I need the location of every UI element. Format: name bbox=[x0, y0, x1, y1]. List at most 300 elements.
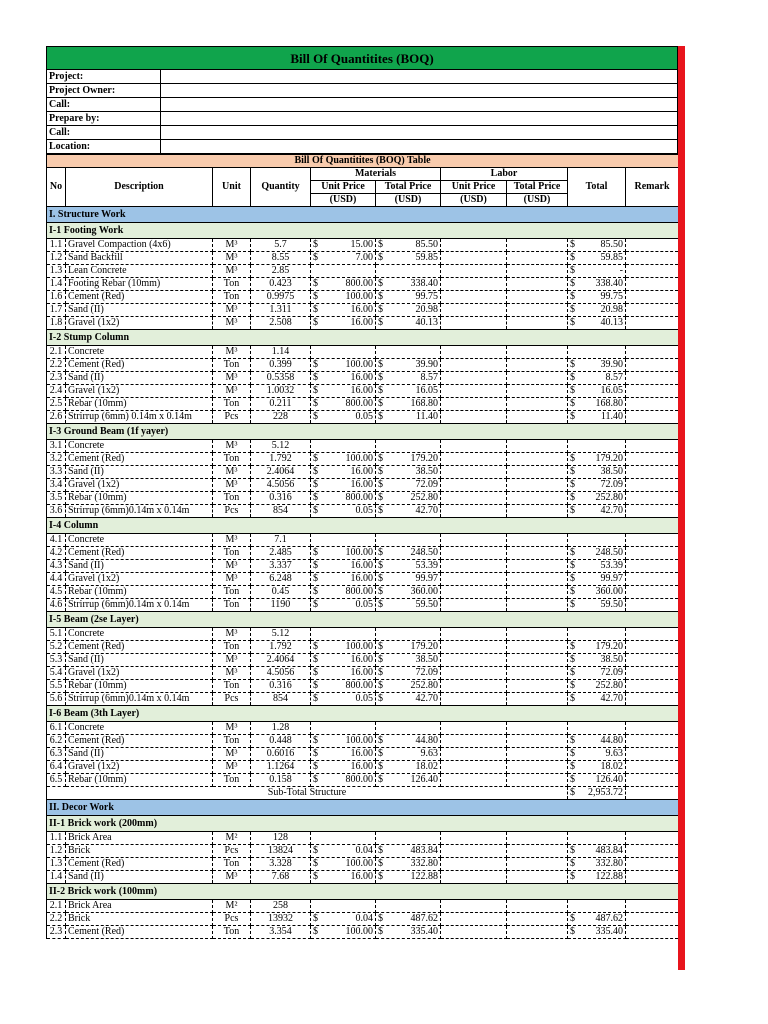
currency-symbol: $ bbox=[570, 278, 575, 289]
material-unit-price bbox=[311, 239, 376, 252]
item-quantity: 854 bbox=[251, 693, 311, 706]
material-unit-price bbox=[311, 411, 376, 424]
material-total-price bbox=[376, 900, 441, 913]
remark-cell bbox=[626, 654, 679, 667]
item-no: 6.3 bbox=[47, 748, 66, 761]
material-unit-price bbox=[311, 748, 376, 761]
item-no: 5.6 bbox=[47, 693, 66, 706]
material-unit-price bbox=[311, 586, 376, 599]
material-unit-price-value: 0.05 bbox=[355, 505, 373, 516]
header-usd: (USD) bbox=[441, 194, 507, 207]
material-unit-price bbox=[311, 654, 376, 667]
item-total bbox=[568, 534, 626, 547]
labor-total-price bbox=[507, 359, 568, 372]
material-unit-price bbox=[311, 774, 376, 787]
currency-symbol: $ bbox=[570, 372, 575, 383]
item-no: 6.1 bbox=[47, 722, 66, 735]
labor-total-price bbox=[507, 628, 568, 641]
material-unit-price-value: 16.00 bbox=[350, 385, 373, 396]
material-total-price-value: 179.20 bbox=[410, 641, 438, 652]
currency-symbol: $ bbox=[570, 693, 575, 704]
item-unit: Ton bbox=[213, 680, 251, 693]
item-description: Cement (Red) bbox=[66, 291, 213, 304]
subtotal-label: Sub-Total Structure bbox=[47, 787, 568, 800]
item-unit: Ton bbox=[213, 547, 251, 560]
item-total-value: - bbox=[619, 265, 623, 276]
item-unit: Ton bbox=[213, 453, 251, 466]
remark-cell bbox=[626, 761, 679, 774]
item-total bbox=[568, 845, 626, 858]
remark-cell bbox=[626, 845, 679, 858]
labor-unit-price bbox=[441, 372, 507, 385]
item-row bbox=[47, 317, 679, 330]
item-row bbox=[47, 722, 679, 735]
currency-symbol: $ bbox=[378, 573, 383, 584]
header-mat-unit-price: Unit Price bbox=[311, 181, 376, 194]
item-description: Concrete bbox=[66, 722, 213, 735]
item-total-value: 40.13 bbox=[600, 317, 623, 328]
item-no: 4.4 bbox=[47, 573, 66, 586]
currency-symbol: $ bbox=[378, 466, 383, 477]
material-unit-price-value: 100.00 bbox=[345, 641, 373, 652]
currency-symbol: $ bbox=[570, 913, 575, 924]
item-no: 2.1 bbox=[47, 900, 66, 913]
material-total-price bbox=[376, 265, 441, 278]
labor-unit-price bbox=[441, 304, 507, 317]
labor-total-price bbox=[507, 534, 568, 547]
page-edge-bar bbox=[678, 46, 685, 970]
material-unit-price-value: 16.00 bbox=[350, 667, 373, 678]
remark-cell bbox=[626, 505, 679, 518]
material-total-price-value: 338.40 bbox=[410, 278, 438, 289]
labor-total-price bbox=[507, 304, 568, 317]
item-total bbox=[568, 453, 626, 466]
item-description: Cement (Red) bbox=[66, 641, 213, 654]
item-total bbox=[568, 398, 626, 411]
item-row bbox=[47, 252, 679, 265]
remark-cell bbox=[626, 913, 679, 926]
item-unit: Ton bbox=[213, 359, 251, 372]
item-total-value: 360.00 bbox=[595, 586, 623, 597]
labor-unit-price bbox=[441, 858, 507, 871]
remark-cell bbox=[626, 599, 679, 612]
item-description: Cement (Red) bbox=[66, 453, 213, 466]
labor-unit-price bbox=[441, 599, 507, 612]
material-unit-price bbox=[311, 479, 376, 492]
info-label: Project Owner: bbox=[47, 84, 161, 98]
item-row bbox=[47, 265, 679, 278]
currency-symbol: $ bbox=[378, 845, 383, 856]
material-unit-price-value: 800.00 bbox=[345, 398, 373, 409]
item-total-value: 126.40 bbox=[595, 774, 623, 785]
currency-symbol: $ bbox=[313, 411, 318, 422]
currency-symbol: $ bbox=[378, 304, 383, 315]
item-description: Brick Area bbox=[66, 832, 213, 845]
currency-symbol: $ bbox=[378, 492, 383, 503]
material-total-price bbox=[376, 926, 441, 939]
labor-total-price bbox=[507, 845, 568, 858]
currency-symbol: $ bbox=[313, 252, 318, 263]
header-remark: Remark bbox=[626, 168, 679, 207]
currency-symbol: $ bbox=[313, 291, 318, 302]
subsection-row bbox=[47, 706, 679, 722]
material-unit-price-value: 100.00 bbox=[345, 735, 373, 746]
item-quantity: 0.316 bbox=[251, 492, 311, 505]
info-value bbox=[161, 98, 678, 112]
material-unit-price-value: 800.00 bbox=[345, 774, 373, 785]
labor-unit-price bbox=[441, 411, 507, 424]
material-total-price bbox=[376, 359, 441, 372]
item-unit: Pcs bbox=[213, 693, 251, 706]
material-total-price bbox=[376, 599, 441, 612]
labor-total-price bbox=[507, 573, 568, 586]
material-total-price bbox=[376, 440, 441, 453]
material-total-price bbox=[376, 534, 441, 547]
labor-unit-price bbox=[441, 453, 507, 466]
labor-total-price bbox=[507, 492, 568, 505]
currency-symbol: $ bbox=[570, 787, 575, 798]
header-materials: Materials bbox=[311, 168, 441, 181]
item-description: Gravel (1x2) bbox=[66, 573, 213, 586]
info-value bbox=[161, 112, 678, 126]
remark-cell bbox=[626, 586, 679, 599]
material-total-price bbox=[376, 761, 441, 774]
currency-symbol: $ bbox=[378, 748, 383, 759]
currency-symbol: $ bbox=[313, 654, 318, 665]
item-description: Sand (II) bbox=[66, 748, 213, 761]
item-no: 1.2 bbox=[47, 845, 66, 858]
material-total-price-value: 99.97 bbox=[415, 573, 438, 584]
material-total-price-value: 16.05 bbox=[415, 385, 438, 396]
table-title: Bill Of Quantitites (BOQ) Table bbox=[47, 155, 679, 168]
currency-symbol: $ bbox=[313, 761, 318, 772]
material-unit-price bbox=[311, 871, 376, 884]
labor-unit-price bbox=[441, 748, 507, 761]
material-total-price-value: 252.80 bbox=[410, 492, 438, 503]
labor-total-price bbox=[507, 346, 568, 359]
material-unit-price-value: 16.00 bbox=[350, 654, 373, 665]
header-lab-total-price: Total Price bbox=[507, 181, 568, 194]
item-quantity: 2.85 bbox=[251, 265, 311, 278]
material-total-price-value: 99.75 bbox=[415, 291, 438, 302]
item-no: 2.2 bbox=[47, 359, 66, 372]
labor-total-price bbox=[507, 858, 568, 871]
currency-symbol: $ bbox=[378, 372, 383, 383]
labor-unit-price bbox=[441, 926, 507, 939]
item-unit: M³ bbox=[213, 628, 251, 641]
item-row bbox=[47, 560, 679, 573]
material-unit-price bbox=[311, 505, 376, 518]
item-row bbox=[47, 372, 679, 385]
material-unit-price bbox=[311, 900, 376, 913]
info-row bbox=[47, 112, 678, 126]
material-total-price-value: 39.90 bbox=[415, 359, 438, 370]
material-total-price bbox=[376, 278, 441, 291]
labor-total-price bbox=[507, 398, 568, 411]
currency-symbol: $ bbox=[570, 680, 575, 691]
item-description: Cement (Red) bbox=[66, 735, 213, 748]
material-unit-price-value: 100.00 bbox=[345, 291, 373, 302]
currency-symbol: $ bbox=[378, 291, 383, 302]
remark-cell bbox=[626, 466, 679, 479]
item-no: 5.2 bbox=[47, 641, 66, 654]
item-total bbox=[568, 252, 626, 265]
item-total-value: 18.02 bbox=[600, 761, 623, 772]
labor-unit-price bbox=[441, 479, 507, 492]
labor-unit-price bbox=[441, 693, 507, 706]
item-total bbox=[568, 748, 626, 761]
item-unit: M³ bbox=[213, 346, 251, 359]
currency-symbol: $ bbox=[570, 505, 575, 516]
currency-symbol: $ bbox=[313, 845, 318, 856]
item-row bbox=[47, 667, 679, 680]
info-row bbox=[47, 126, 678, 140]
material-unit-price bbox=[311, 278, 376, 291]
currency-symbol: $ bbox=[570, 667, 575, 678]
item-quantity: 258 bbox=[251, 900, 311, 913]
item-description: Strirrup (6mm)0.14m x 0.14m bbox=[66, 505, 213, 518]
item-unit: M² bbox=[213, 832, 251, 845]
item-no: 4.5 bbox=[47, 586, 66, 599]
item-no: 1.7 bbox=[47, 304, 66, 317]
item-no: 2.3 bbox=[47, 926, 66, 939]
item-quantity: 1.792 bbox=[251, 641, 311, 654]
material-unit-price bbox=[311, 628, 376, 641]
item-quantity: 1.311 bbox=[251, 304, 311, 317]
subsection-label: I-1 Footing Work bbox=[47, 223, 679, 239]
item-description: Rebar (10mm) bbox=[66, 398, 213, 411]
labor-total-price bbox=[507, 317, 568, 330]
currency-symbol: $ bbox=[313, 641, 318, 652]
item-quantity: 5.12 bbox=[251, 628, 311, 641]
material-unit-price-value: 100.00 bbox=[345, 547, 373, 558]
material-total-price bbox=[376, 748, 441, 761]
currency-symbol: $ bbox=[378, 359, 383, 370]
item-unit: M³ bbox=[213, 440, 251, 453]
item-unit: M³ bbox=[213, 317, 251, 330]
subsection-row bbox=[47, 884, 679, 900]
item-no: 1.1 bbox=[47, 832, 66, 845]
labor-unit-price bbox=[441, 641, 507, 654]
remark-cell bbox=[626, 372, 679, 385]
item-quantity: 13824 bbox=[251, 845, 311, 858]
remark-cell bbox=[626, 453, 679, 466]
item-total bbox=[568, 440, 626, 453]
material-unit-price bbox=[311, 599, 376, 612]
item-total-value: 179.20 bbox=[595, 453, 623, 464]
item-row bbox=[47, 845, 679, 858]
labor-unit-price bbox=[441, 398, 507, 411]
item-description: Gravel (1x2) bbox=[66, 385, 213, 398]
currency-symbol: $ bbox=[570, 573, 575, 584]
material-total-price bbox=[376, 845, 441, 858]
labor-total-price bbox=[507, 871, 568, 884]
currency-symbol: $ bbox=[313, 667, 318, 678]
item-no: 2.3 bbox=[47, 372, 66, 385]
item-description: Gravel (1x2) bbox=[66, 667, 213, 680]
item-row bbox=[47, 479, 679, 492]
material-unit-price-value: 0.04 bbox=[355, 845, 373, 856]
currency-symbol: $ bbox=[570, 239, 575, 250]
material-total-price bbox=[376, 398, 441, 411]
currency-symbol: $ bbox=[570, 453, 575, 464]
currency-symbol: $ bbox=[313, 693, 318, 704]
remark-cell bbox=[626, 748, 679, 761]
item-quantity: 8.55 bbox=[251, 252, 311, 265]
labor-total-price bbox=[507, 372, 568, 385]
item-row bbox=[47, 858, 679, 871]
item-no: 3.6 bbox=[47, 505, 66, 518]
item-total-value: 72.09 bbox=[600, 479, 623, 490]
item-total-value: 168.80 bbox=[595, 398, 623, 409]
item-no: 3.4 bbox=[47, 479, 66, 492]
item-row bbox=[47, 398, 679, 411]
item-total-value: 72.09 bbox=[600, 667, 623, 678]
item-unit: Pcs bbox=[213, 913, 251, 926]
material-total-price bbox=[376, 317, 441, 330]
material-total-price-value: 8.57 bbox=[420, 372, 438, 383]
material-total-price bbox=[376, 453, 441, 466]
item-total-value: 11.40 bbox=[600, 411, 623, 422]
currency-symbol: $ bbox=[570, 654, 575, 665]
info-value bbox=[161, 84, 678, 98]
item-row bbox=[47, 346, 679, 359]
labor-total-price bbox=[507, 748, 568, 761]
item-total bbox=[568, 372, 626, 385]
item-quantity: 7.1 bbox=[251, 534, 311, 547]
item-total bbox=[568, 304, 626, 317]
document-title: Bill Of Quantitites (BOQ) bbox=[46, 46, 678, 69]
item-description: Gravel (1x2) bbox=[66, 317, 213, 330]
labor-unit-price bbox=[441, 492, 507, 505]
remark-cell bbox=[626, 534, 679, 547]
currency-symbol: $ bbox=[313, 398, 318, 409]
currency-symbol: $ bbox=[570, 641, 575, 652]
item-total-value: 252.80 bbox=[595, 680, 623, 691]
labor-total-price bbox=[507, 693, 568, 706]
item-row bbox=[47, 900, 679, 913]
item-description: Sand (II) bbox=[66, 560, 213, 573]
item-total bbox=[568, 278, 626, 291]
labor-unit-price bbox=[441, 252, 507, 265]
item-total-value: 59.50 bbox=[600, 599, 623, 610]
labor-unit-price bbox=[441, 265, 507, 278]
currency-symbol: $ bbox=[570, 359, 575, 370]
material-total-price-value: 487.62 bbox=[410, 913, 438, 924]
currency-symbol: $ bbox=[570, 252, 575, 263]
currency-symbol: $ bbox=[313, 239, 318, 250]
material-total-price-value: 483.84 bbox=[410, 845, 438, 856]
item-total bbox=[568, 479, 626, 492]
item-total bbox=[568, 680, 626, 693]
currency-symbol: $ bbox=[378, 560, 383, 571]
remark-cell bbox=[626, 317, 679, 330]
item-row bbox=[47, 534, 679, 547]
labor-total-price bbox=[507, 252, 568, 265]
material-total-price-value: 42.70 bbox=[415, 505, 438, 516]
item-description: Cement (Red) bbox=[66, 547, 213, 560]
material-total-price-value: 11.40 bbox=[415, 411, 438, 422]
currency-symbol: $ bbox=[378, 693, 383, 704]
material-total-price bbox=[376, 680, 441, 693]
item-quantity: 228 bbox=[251, 411, 311, 424]
currency-symbol: $ bbox=[313, 680, 318, 691]
header-total: Total bbox=[568, 168, 626, 207]
material-unit-price bbox=[311, 926, 376, 939]
material-unit-price bbox=[311, 693, 376, 706]
material-unit-price bbox=[311, 761, 376, 774]
item-total bbox=[568, 926, 626, 939]
remark-cell bbox=[626, 900, 679, 913]
subtotal-total bbox=[568, 787, 626, 800]
item-row bbox=[47, 654, 679, 667]
item-quantity: 3.354 bbox=[251, 926, 311, 939]
currency-symbol: $ bbox=[378, 505, 383, 516]
remark-cell bbox=[626, 735, 679, 748]
labor-unit-price bbox=[441, 573, 507, 586]
item-quantity: 2.508 bbox=[251, 317, 311, 330]
item-no: 1.8 bbox=[47, 317, 66, 330]
material-total-price bbox=[376, 346, 441, 359]
remark-cell bbox=[626, 858, 679, 871]
material-unit-price-value: 0.05 bbox=[355, 411, 373, 422]
item-no: 1.3 bbox=[47, 858, 66, 871]
labor-total-price bbox=[507, 385, 568, 398]
currency-symbol: $ bbox=[570, 748, 575, 759]
labor-total-price bbox=[507, 654, 568, 667]
currency-symbol: $ bbox=[570, 560, 575, 571]
info-value bbox=[161, 70, 678, 84]
material-unit-price bbox=[311, 680, 376, 693]
item-row bbox=[47, 628, 679, 641]
material-unit-price-value: 0.05 bbox=[355, 693, 373, 704]
remark-cell bbox=[626, 832, 679, 845]
item-total bbox=[568, 761, 626, 774]
item-description: Footing Rebar (10mm) bbox=[66, 278, 213, 291]
currency-symbol: $ bbox=[570, 466, 575, 477]
subtotal-total-value: 2,953.72 bbox=[588, 787, 623, 798]
labor-unit-price bbox=[441, 278, 507, 291]
currency-symbol: $ bbox=[570, 871, 575, 882]
remark-cell bbox=[626, 871, 679, 884]
item-unit: M³ bbox=[213, 304, 251, 317]
material-unit-price bbox=[311, 573, 376, 586]
currency-symbol: $ bbox=[313, 479, 318, 490]
material-total-price-value: 248.50 bbox=[410, 547, 438, 558]
item-description: Cement (Red) bbox=[66, 926, 213, 939]
item-row bbox=[47, 466, 679, 479]
material-unit-price bbox=[311, 534, 376, 547]
labor-total-price bbox=[507, 278, 568, 291]
material-unit-price bbox=[311, 372, 376, 385]
labor-unit-price bbox=[441, 291, 507, 304]
currency-symbol: $ bbox=[570, 926, 575, 937]
item-quantity: 854 bbox=[251, 505, 311, 518]
material-unit-price bbox=[311, 291, 376, 304]
material-total-price-value: 332.80 bbox=[410, 858, 438, 869]
material-unit-price-value: 16.00 bbox=[350, 466, 373, 477]
currency-symbol: $ bbox=[313, 913, 318, 924]
currency-symbol: $ bbox=[378, 411, 383, 422]
item-description: Lean Concrete bbox=[66, 265, 213, 278]
item-total-value: 59.85 bbox=[600, 252, 623, 263]
item-quantity: 0.399 bbox=[251, 359, 311, 372]
item-description: Sand (II) bbox=[66, 372, 213, 385]
item-quantity: 0.448 bbox=[251, 735, 311, 748]
item-no: 2.5 bbox=[47, 398, 66, 411]
item-unit: Ton bbox=[213, 278, 251, 291]
material-unit-price bbox=[311, 398, 376, 411]
